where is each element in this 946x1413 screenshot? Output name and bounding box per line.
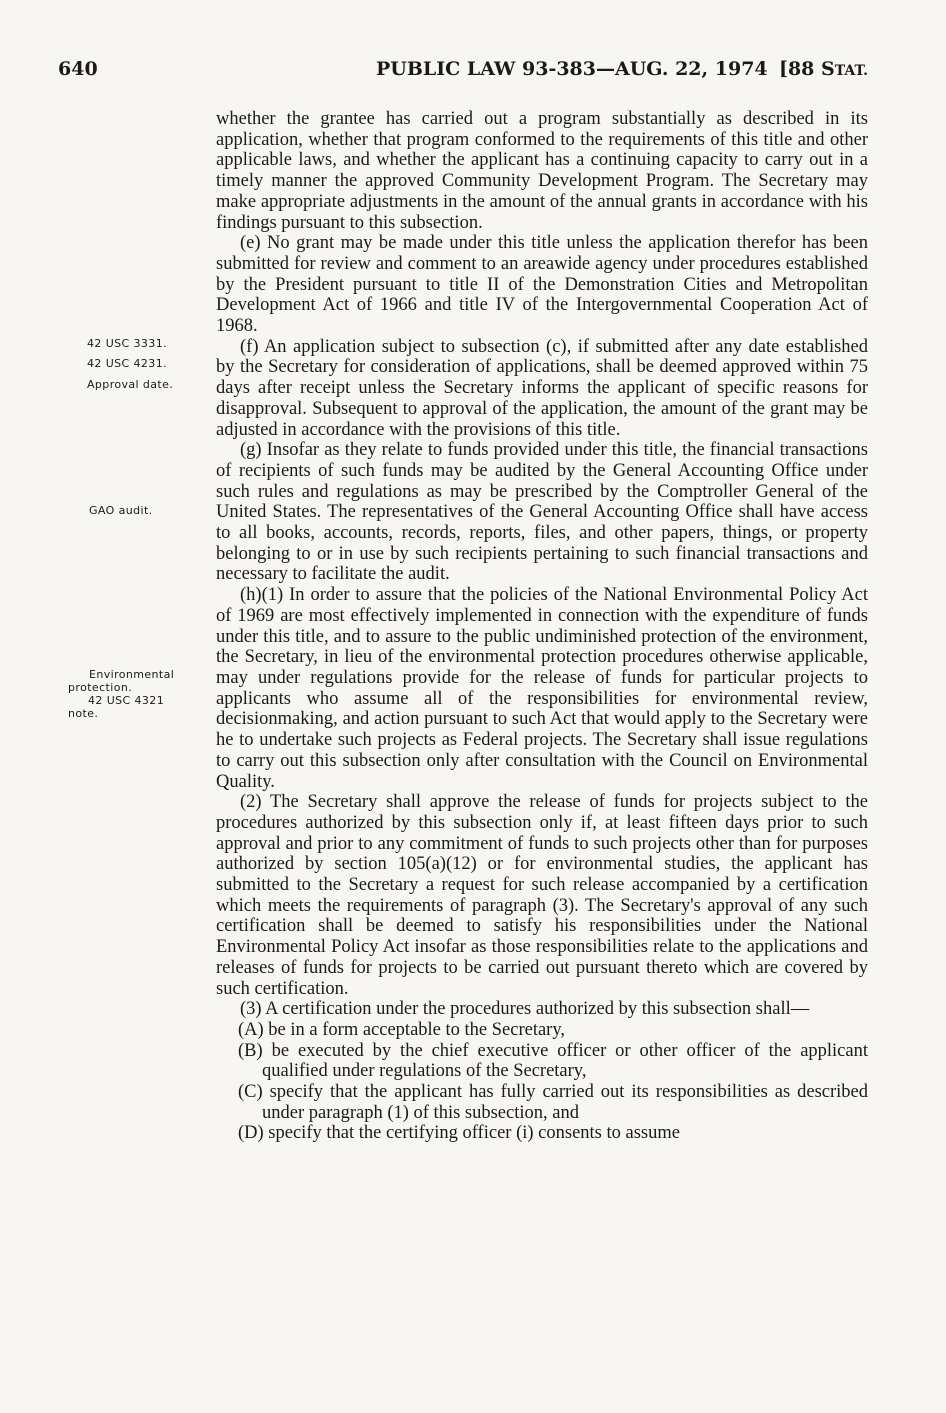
margin-note-approval-date: Approval date. xyxy=(87,378,174,391)
paragraph-g: (g) Insofar as they relate to funds provided under this title, the financial transactions of recipients of such funds may be audited by the General Accounting Office under such rules and regulations as may be prescribed by the Comptroller General of the United States. The representatives of the General Accounting Office shall have access to all books, accounts, records, reports, files, and other papers, things, or property belonging to or in use by such recipients pertaining to such financial transactions and necessary to facilitate the audit. xyxy=(216,440,868,585)
page-title: PUBLIC LAW 93-383—AUG. 22, 1974 xyxy=(376,58,768,80)
page-number: 640 xyxy=(58,58,98,80)
margin-note-usc-4231: 42 USC 4231. xyxy=(87,357,167,370)
paragraph-f: (f) An application subject to subsection (c), if submitted after any date established by the Secretary for consideration of applications, shall be deemed approved within 75 days after receipt unless the Secretary informs the applicant of specific reasons for disapproval. Subsequent to approval of the application, the amount of the grant may be adjusted in accordance with the provisions of this title. xyxy=(216,336,868,440)
paragraph-h1: (h)(1) In order to assure that the policies of the National Environmental Policy Act of 1969 are most effectively implemented in connection with the expenditure of funds under this title, and to assure to the public undiminished protection of the environment, the Secretary, in lieu of the environmental protection procedures otherwise applicable, may under regulations provide for the release of funds for particular projects to applicants who assume all of the responsibilities for environmental review, decisionmaking, and action pursuant to such Act that would apply to the Secretary were he to undertake such projects as Federal projects. The Secretary shall issue regulations to carry out this subsection only after consultation with the Council on Environmental Quality. xyxy=(216,585,868,792)
item-b: (B) be executed by the chief executive officer or other officer of the applicant qualified under regulations of the Secretary, xyxy=(238,1040,868,1082)
paragraph-h2: (2) The Secretary shall approve the release of funds for projects subject to the procedures authorized by this subsection only if, at least fifteen days prior to such approval and prior to any commitment of funds to such projects other than for purposes authorized by section 105(a)(12) or for environmental studies, the applicant has submitted to the Secretary a request for such release accompanied by a certification which meets the requirements of paragraph (3). The Secretary's approval of any such certification shall be deemed to satisfy his responsibilities under the National Environmental Policy Act insofar as those responsibilities relate to the applications and releases of funds for projects to be carried out pursuant thereto which are covered by such certification. xyxy=(216,792,868,999)
margin-note-environmental xyxy=(68,668,198,720)
item-d: (D) specify that the certifying officer (i) consents to assume xyxy=(238,1123,680,1144)
margin-env-line: 42 USC 4321 xyxy=(88,694,165,707)
margin-env-line: note. xyxy=(68,707,99,720)
body-text xyxy=(216,109,868,1144)
item-a: (A) be in a form acceptable to the Secretary, xyxy=(238,1019,566,1040)
statute-suffix: TAT. xyxy=(834,63,868,79)
margin-env-line: Environmental xyxy=(89,668,175,681)
page-header xyxy=(58,58,868,88)
paragraph-e: (e) No grant may be made under this title unless the application therefor has been submitted for review and comment to an areawide agency under procedures established by the President pursuant to title II of the Demonstration Cities and Metropolitan Development Act of 1966 and title IV of the Intergovernmental Cooperation Act of 1968. xyxy=(216,233,868,337)
margin-note-gao-audit: GAO audit. xyxy=(89,504,153,517)
statute-prefix: [88 S xyxy=(778,58,835,80)
statute-reference xyxy=(779,58,868,80)
margin-note-usc-3331: 42 USC 3331. xyxy=(87,337,167,350)
margin-env-line: protection. xyxy=(68,681,133,694)
paragraph-h3: (3) A certification under the procedures authorized by this subsection shall— xyxy=(240,999,810,1020)
item-c: (C) specify that the applicant has fully carried out its responsibilities as described under paragraph (1) of this subsection, and xyxy=(238,1082,868,1123)
paragraph-continuation: whether the grantee has carried out a program substantially as described in its application, whether that program conformed to the requirements of this title and other applicable laws, and whether the applicant has a continuing capacity to carry out in a timely manner the approved Community Development Program. The Secretary may make appropriate adjustments in the amount of the annual grants in accordance with his findings pursuant to this subsection. xyxy=(216,109,868,233)
